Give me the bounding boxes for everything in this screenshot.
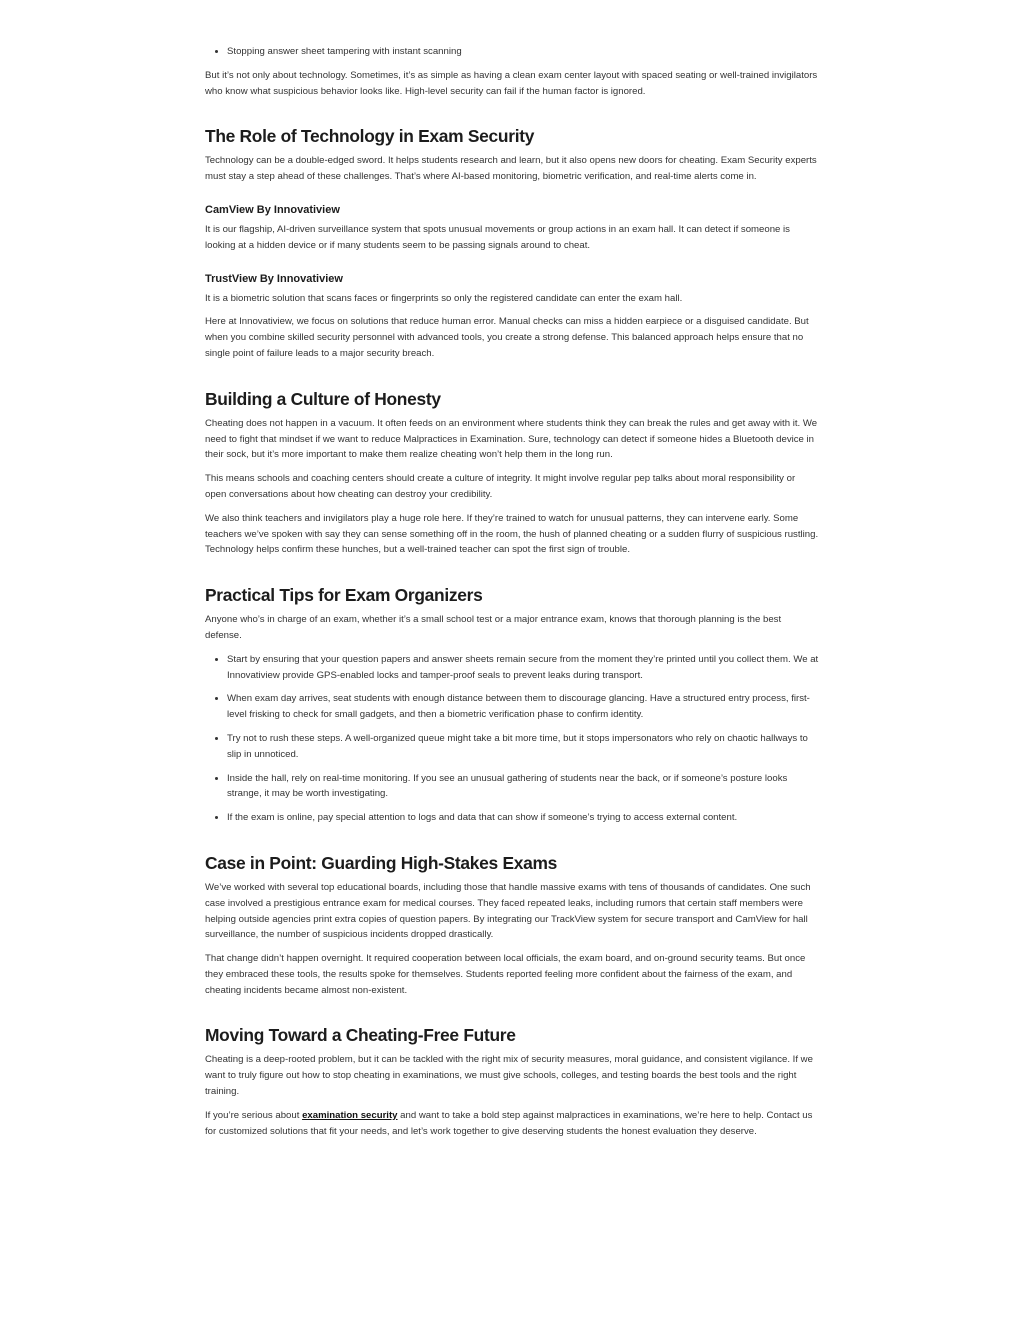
text-span: If you’re serious about [205,1109,303,1121]
paragraph: It is a biometric solution that scans faces or fingerprints so only the registered candidate can enter the exam hall. [205,292,683,304]
closing-paragraph [205,1108,819,1140]
section-heading-tips: Practical Tips for Exam Organizers [205,585,483,606]
list-item: • When exam day arrives, seat students with enough distance between them to discourage glancing. Have a structured entry process, first-level frisking to check for small gadgets, and then a biometric verification phase to confirm identity. [227,691,819,723]
paragraph: Here at Innovatiview, we focus on solutions that reduce human error. Manual checks can miss a hidden earpiece or a disguised candidate. But when you combine skilled security personnel with advanced tools, you create a strong defense. This balanced approach helps ensure that no single point of failure leads to a major security breach. [205,316,809,359]
section-heading-honesty: Building a Culture of Honesty [205,388,441,409]
paragraph: We’ve worked with several top educational boards, including those that handle massive exams with tens of thousands of candidates. One such case involved a prestigious entrance exam for medical courses. They faced repeated leaks, including rumors that certain staff members were helping outside agencies print extra copies of question papers. By integrating our TrackView system for secure transport and CamView for hall surveillance, the number of suspicious incidents dropped drastically. [205,881,811,941]
list-item: • Try not to rush these steps. A well-organized queue might take a bit more time, but it stops impersonators who rely on chaotic hallways to slip in unnoticed. [227,731,819,763]
paragraph: This means schools and coaching centers should create a culture of integrity. It might involve regular pep talks about moral responsibility or open conversations about how cheating can destroy your credibility. [205,473,796,500]
section-heading-case: Case in Point: Guarding High-Stakes Exams [205,852,558,873]
paragraph: That change didn’t happen overnight. It required cooperation between local officials, the exam board, and on-ground security teams. But once they embraced these tools, the results spoke for themselves. Students reported feeling more confident about the fairness of the exam, and cheating incidents became almost non-existent. [205,953,806,996]
intro-bullet-list [205,44,819,60]
list-item: • Inside the hall, rely on real-time monitoring. If you see an unusual gathering of students near the back, or if someone’s posture looks strange, it may be worth investigating. [227,771,819,803]
paragraph: Technology can be a double-edged sword. It helps students research and learn, but it also opens new doors for cheating. Exam Security experts must stay a step ahead of these challenges. That’s where AI-based monitoring, biometric verification, and real-time alerts come in. [205,155,817,183]
paragraph: Anyone who’s in charge of an exam, whether it’s a small school test or a major entrance exam, knows that thorough planning is the best defense. [205,614,782,641]
section-heading-technology: The Role of Technology in Exam Security [205,126,535,147]
list-item: • Stopping answer sheet tampering with instant scanning [227,44,819,60]
subheading-trustview: TrustView By Innovatiview [205,272,343,285]
article-body [205,44,819,1147]
tips-list [205,652,819,826]
section-heading-future: Moving Toward a Cheating-Free Future [205,1025,516,1046]
paragraph: We also think teachers and invigilators play a huge role here. If they’re trained to watch for unusual patterns, they can intervene early. Some teachers we’ve spoken with say they can sense something off in the room, the hush of planned cheating or a sudden flurry of suspicious rustling. Technology helps confirm these hunches, but a well-trained teacher can spot the first sign of trouble. [205,512,819,556]
subheading-camview: CamView By Innovatiview [205,203,340,216]
intro-paragraph: But it’s not only about technology. Sometimes, it’s as simple as having a clean exam center layout with spaced seating or well-trained invigilators who know what suspicious behavior looks like. High-level security can fail if the human factor is ignored. [205,69,818,97]
paragraph: It is our flagship, AI-driven surveillance system that spots unusual movements or group actions in an exam hall. It can detect if someone is looking at a hidden device or if many students seem to be passing signals around to cheat. [205,223,790,251]
list-item: • If the exam is online, pay special attention to logs and data that can show if someone’s trying to access external content. [227,810,819,826]
list-item: • Start by ensuring that your question papers and answer sheets remain secure from the moment they’re printed until you collect them. We at Innovatiview provide GPS-enabled locks and tamper-proof seals to prevent leaks during transport. [227,652,819,684]
examination-security-link[interactable]: examination security [302,1109,398,1121]
paragraph: Cheating is a deep-rooted problem, but it can be tackled with the right mix of security measures, moral guidance, and consistent vigilance. If we want to truly figure out how to stop cheating in examinations, we must give schools, colleges, and testing boards the best tools and the right training. [205,1054,813,1098]
paragraph: Cheating does not happen in a vacuum. It often feeds on an environment where students think they can break the rules and get away with it. We need to fight that mindset if we want to reduce Malpractices in Examination. Sure, technology can detect if someone hides a Bluetooth device in their sock, but it’s more important to make them realize cheating won’t help them in the long run. [205,417,818,461]
text-span: and want to take a bold step against malpractices in examinations, we’re here to help. Contact us for customized solutions that fit your needs, and let’s work together to give deserving students the honest evaluation they deserve. [205,1109,813,1137]
